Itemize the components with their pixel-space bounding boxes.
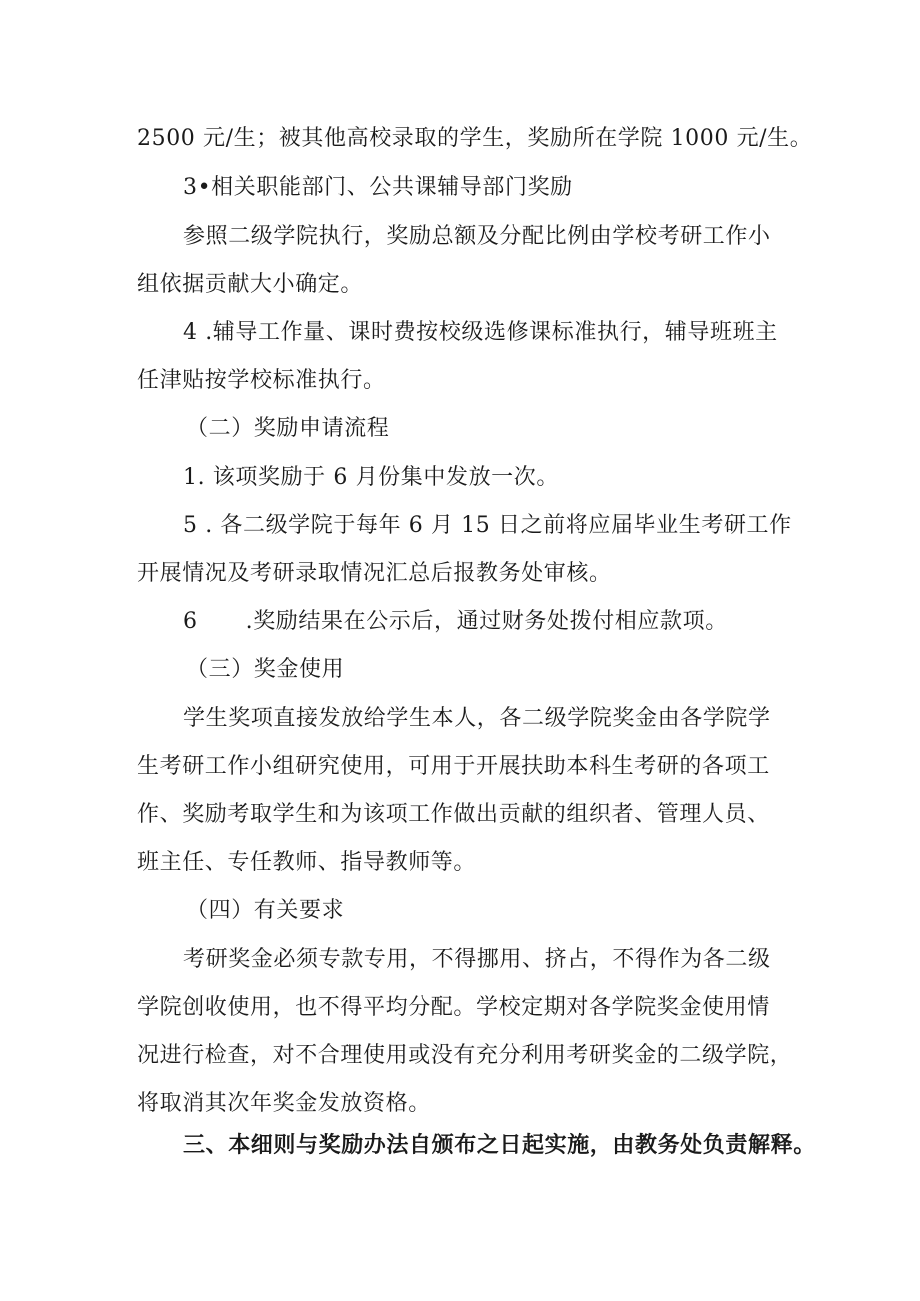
paragraph-line: 4 .辅导工作量、课时费按校级选修课标准执行，辅导班班主 xyxy=(183,320,778,345)
paragraph-line: 1. 该项奖励于 6 月份集中发放一次。 xyxy=(183,465,559,490)
paragraph-line: 2500 元/生；被其他高校录取的学生，奖励所在学院 1000 元/生。 xyxy=(137,126,813,151)
paragraph-line: 参照二级学院执行，奖励总额及分配比例由学校考研工作小 xyxy=(183,224,771,249)
paragraph-line: 组依据贡献大小确定。 xyxy=(137,272,364,297)
paragraph-line: 班主任、专任教师、指导教师等。 xyxy=(137,850,477,875)
item-text: .奖励结果在公示后，通过财务处拨付相应款项。 xyxy=(245,609,728,634)
paragraph-line: 作、奖励考取学生和为该项工作做出贡献的组织者、管理人员、 xyxy=(137,802,770,827)
paragraph-line xyxy=(183,607,843,637)
paragraph-line: 3•相关职能部门、公共课辅导部门奖励 xyxy=(183,175,573,200)
item-number: 6 xyxy=(183,609,198,634)
paragraph-line: 将取消其次年奖金发放资格。 xyxy=(137,1091,431,1116)
paragraph-line: 况进行检查，对不合理使用或没有充分利用考研奖金的二级学院， xyxy=(137,1043,793,1068)
paragraph-line: 学院创收使用，也不得平均分配。学校定期对各学院奖金使用情 xyxy=(137,995,770,1020)
section-heading: （二）奖励申请流程 xyxy=(186,416,390,441)
paragraph-line: 开展情况及考研录取情况汇总后报教务处审核。 xyxy=(137,561,612,586)
section-heading: （四）有关要求 xyxy=(186,898,345,923)
section-heading: （三）奖金使用 xyxy=(186,657,345,682)
section-heading: 三、本细则与奖励办法自颁布之日起实施，由教务处负责解释。 xyxy=(183,1132,816,1158)
paragraph-line: 5 . 各二级学院于每年 6 月 15 日之前将应届毕业生考研工作 xyxy=(183,513,792,538)
paragraph-line: 任津贴按学校标准执行。 xyxy=(137,368,386,393)
paragraph-line: 学生奖项直接发放给学生本人，各二级学院奖金由各学院学 xyxy=(183,706,771,731)
paragraph-line: 生考研工作小组研究使用，可用于开展扶助本科生考研的各项工 xyxy=(137,754,770,779)
paragraph-line: 考研奖金必须专款专用，不得挪用、挤占，不得作为各二级 xyxy=(183,947,771,972)
